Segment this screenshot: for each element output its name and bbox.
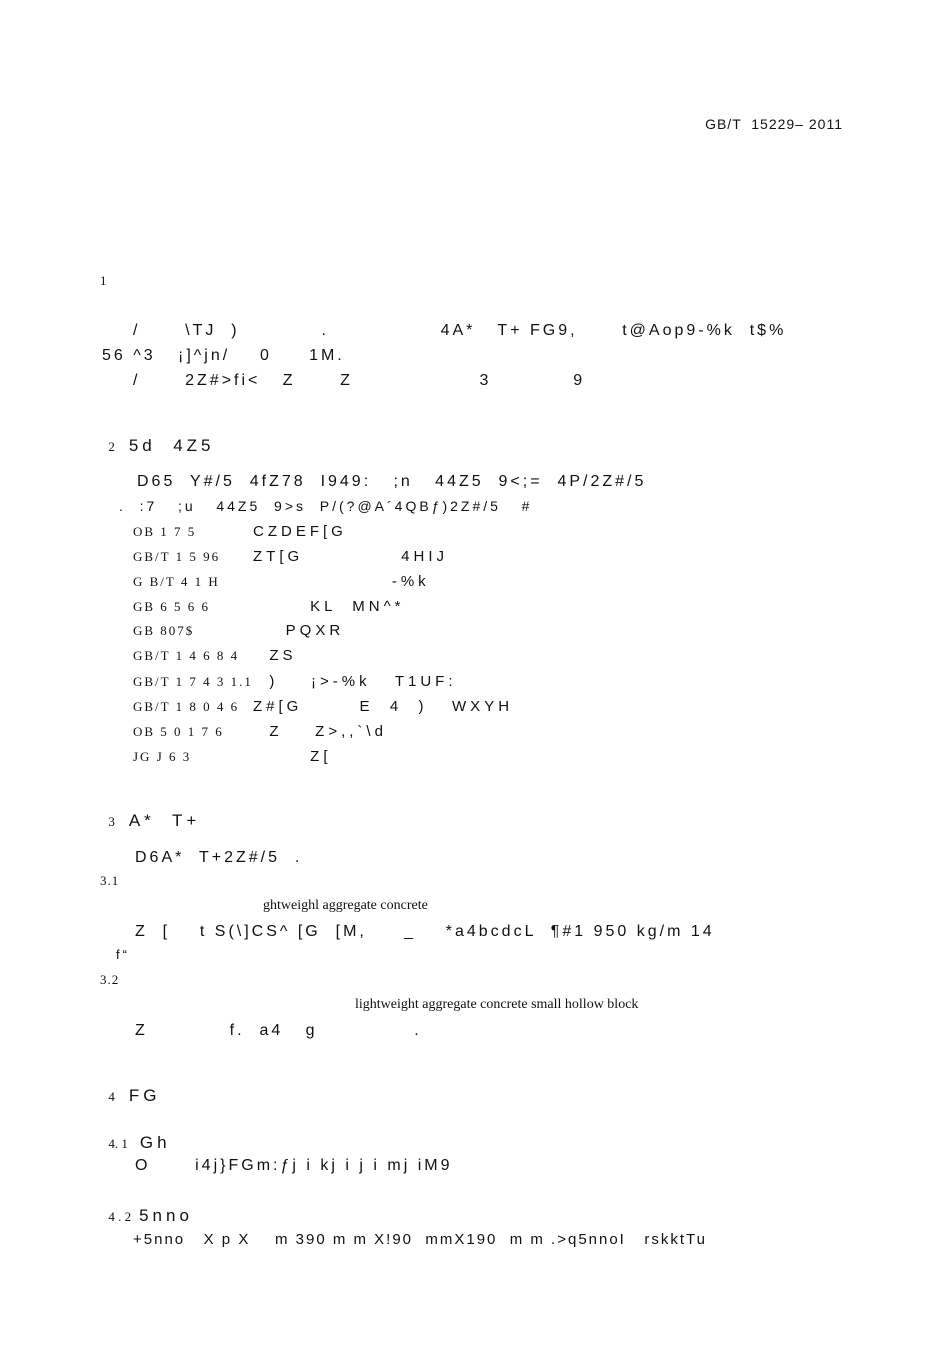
reference-code: OB 5 0 1 7 6 <box>133 724 224 739</box>
subsection-4-2-title: 5nno <box>139 1206 193 1225</box>
reference-item <box>133 749 332 764</box>
term-3-2-english: lightweight aggregate concrete small hollow block <box>355 997 639 1012</box>
reference-item <box>133 524 347 539</box>
section-1-line-3: / 2Z#>fi< Z Z 3 9 <box>133 372 586 389</box>
reference-code: GB/T 1 5 96 <box>133 549 221 564</box>
subsection-4-2-number: 4 . 2 <box>108 1209 132 1224</box>
term-3-1-text-cont: f“ <box>116 947 130 962</box>
reference-code: GB 6 5 6 6 <box>133 599 211 614</box>
reference-item <box>133 574 430 589</box>
reference-item <box>133 549 448 564</box>
section-4-number: 4 <box>108 1089 115 1104</box>
subsection-4-2-text: +5nno X p X m 390 m m X!90 mmX190 m m .>q5nnoI rskktTu <box>133 1231 707 1248</box>
section-2-line-1: D65 Y#/5 4fZ78 I949: ;n 44Z5 9<;= 4P/2Z#/5 <box>137 473 647 490</box>
reference-code: JG J 6 3 <box>133 749 192 764</box>
reference-item <box>133 699 513 714</box>
section-2-heading <box>100 422 215 454</box>
reference-title: ZT[G 4HIJ <box>253 548 449 565</box>
term-3-2-number: 3.2 <box>100 972 120 987</box>
section-3-heading <box>100 797 200 829</box>
reference-item <box>133 648 297 663</box>
term-3-1-text: Z [ t S(\]CS^ [G [M, _ *a4bcdcL ¶#1 950 kg/m 14 <box>135 923 715 940</box>
subsection-4-1-text: O i4j}FGm:ƒj i kj i j i mj iM9 <box>135 1157 453 1174</box>
section-2-line-2: . :7 ;u 44Z5 9>s P/(?@A´4QBƒ)2Z#/5 # <box>119 498 533 514</box>
reference-item <box>133 674 457 689</box>
section-2-title: 5d 4Z5 <box>128 436 215 455</box>
reference-code: GB/T 1 4 6 8 4 <box>133 648 240 663</box>
reference-title: KL MN^* <box>253 598 405 615</box>
reference-title: Z Z>,,`\d <box>253 723 387 740</box>
reference-item <box>133 724 387 739</box>
section-3-intro: D6A* T+2Z#/5 . <box>135 849 303 866</box>
standard-code: GB/T 15229– 2011 <box>705 116 843 132</box>
reference-code: GB/T 1 8 0 4 6 <box>133 699 240 714</box>
reference-code: G B/T 4 1 H <box>133 574 220 589</box>
reference-code: GB/T 1 7 4 3 1.1 <box>133 674 253 689</box>
reference-title: Z[ <box>253 748 332 765</box>
reference-title: ) ¡>-%k T1UF: <box>253 673 457 690</box>
term-3-2-text: Z f. a4 g . <box>135 1022 422 1039</box>
subsection-4-1-heading <box>100 1119 171 1151</box>
reference-title: -%k <box>253 573 430 590</box>
term-3-1-english: ghtweighl aggregate concrete <box>263 898 428 913</box>
subsection-4-2-heading <box>100 1192 193 1224</box>
reference-code: GB 807$ <box>133 623 195 638</box>
section-1-line-2: 56 ^3 ¡]^jn/ 0 1M. <box>102 347 345 364</box>
section-4-heading <box>100 1072 160 1104</box>
section-4-title: FG <box>128 1086 161 1105</box>
section-1-line-1: / \TJ ) . 4A* T+ FG9, t@Aop9-%k t$% <box>133 322 787 339</box>
reference-code: OB 1 7 5 <box>133 524 197 539</box>
reference-item <box>133 623 344 638</box>
section-1-number: 1 <box>100 273 107 288</box>
reference-title: PQXR <box>253 622 345 639</box>
section-2-number: 2 <box>108 439 115 454</box>
reference-title: ZS <box>253 647 297 664</box>
reference-title: Z#[G E 4 ) WXYH <box>253 698 514 715</box>
reference-item <box>133 599 405 614</box>
section-3-title: A* T+ <box>128 811 201 830</box>
subsection-4-1-title: Gh <box>139 1133 171 1152</box>
subsection-4-1-number: 4. 1 <box>108 1136 128 1151</box>
term-3-1-number: 3.1 <box>100 873 120 888</box>
section-3-number: 3 <box>108 814 115 829</box>
reference-title: CZDEF[G <box>253 523 347 540</box>
